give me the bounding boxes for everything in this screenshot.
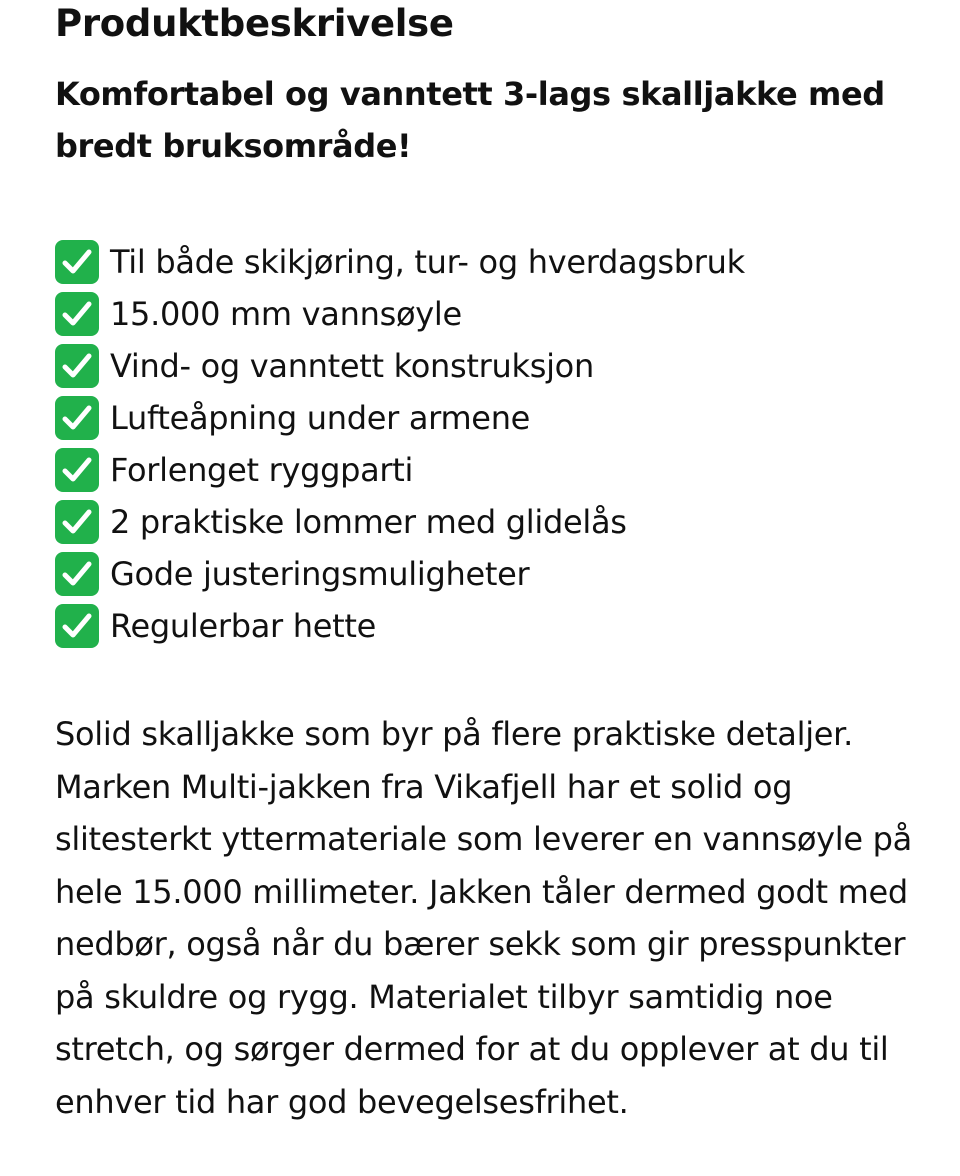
product-description-section — [55, 0, 935, 1128]
feature-text: Regulerbar hette — [110, 607, 377, 645]
description-paragraph: Solid skalljakke som byr på flere praktiske detaljer. Marken Multi-jakken fra Vikafjell har et solid og slitesterkt yttermateriale som leverer en vannsøyle på hele 15.000 millimeter. Jakken tåler dermed godt med nedbør, også når du bærer sekk som gir presspunkter på skuldre og rygg. Materialet tilbyr samtidig noe stretch, og sørger dermed for at du opplever at du til enhver tid har god bevegelsesfrihet. — [55, 715, 912, 1121]
section-heading — [55, 0, 935, 46]
list-item — [55, 444, 935, 496]
feature-text: 15.000 mm vannsøyle — [110, 295, 462, 333]
check-mark-icon — [55, 552, 99, 596]
check-mark-icon — [55, 448, 99, 492]
list-item — [55, 392, 935, 444]
feature-text: Forlenget ryggparti — [110, 451, 414, 489]
check-mark-icon — [55, 240, 99, 284]
list-item — [55, 340, 935, 392]
list-item — [55, 600, 935, 652]
feature-text: Til både skikjøring, tur- og hverdagsbruk — [110, 243, 745, 281]
feature-text: Lufteåpning under armene — [110, 399, 531, 437]
list-item — [55, 548, 935, 600]
check-mark-icon — [55, 500, 99, 544]
feature-text: Gode justeringsmuligheter — [110, 555, 530, 593]
section-heading-text: Produktbeskrivelse — [55, 2, 454, 45]
feature-list — [55, 236, 935, 652]
check-mark-icon — [55, 396, 99, 440]
check-mark-icon — [55, 292, 99, 336]
list-item — [55, 236, 935, 288]
feature-text: 2 praktiske lommer med glidelås — [110, 503, 627, 541]
check-mark-icon — [55, 604, 99, 648]
feature-text: Vind- og vanntett konstruksjon — [110, 347, 594, 385]
list-item — [55, 496, 935, 548]
intro-text: Komfortabel og vanntett 3-lags skalljakke med bredt bruksområde! — [55, 75, 885, 165]
list-item — [55, 288, 935, 340]
check-mark-icon — [55, 344, 99, 388]
